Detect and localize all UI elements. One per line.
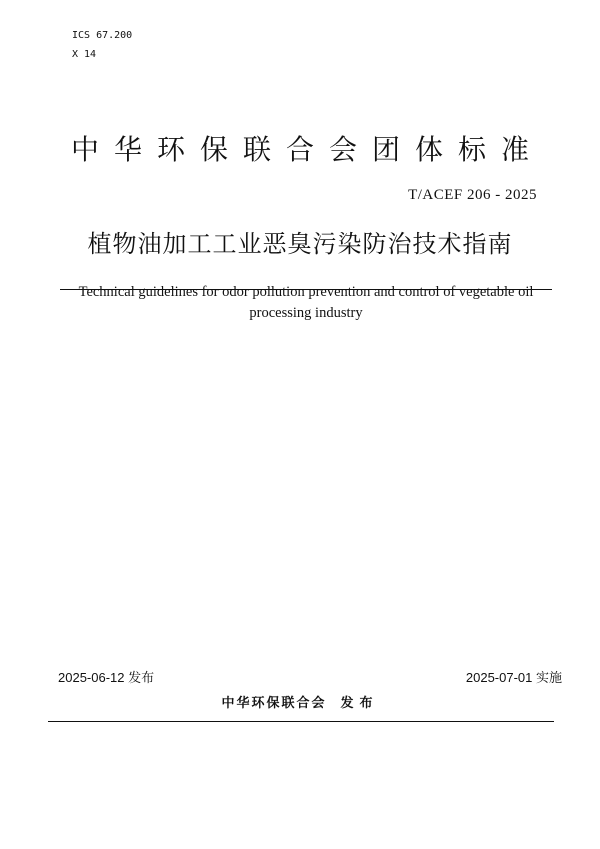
- org-standard-title: 中华环保联合会团体标准: [70, 133, 544, 166]
- publish-date: 2025-06-12 发布: [58, 670, 155, 685]
- document-title-cn: 植物油加工工业恶臭污染防治技术指南: [87, 230, 513, 258]
- standard-number: T/ACEF 206 - 2025: [408, 187, 537, 203]
- implement-date: 2025-07-01 实施: [465, 670, 562, 685]
- classification-code: X 14: [72, 49, 97, 60]
- issuer-org: 中华环保联合会: [221, 696, 327, 711]
- ics-code: ICS 67.200: [72, 30, 133, 41]
- footer-divider: [48, 721, 554, 722]
- issuer-action: 发布: [340, 696, 379, 711]
- document-title-en: Technical guidelines for odor pollution prevention and control of vegetable oil processing industry: [78, 284, 534, 321]
- issuer-line: [0, 695, 600, 713]
